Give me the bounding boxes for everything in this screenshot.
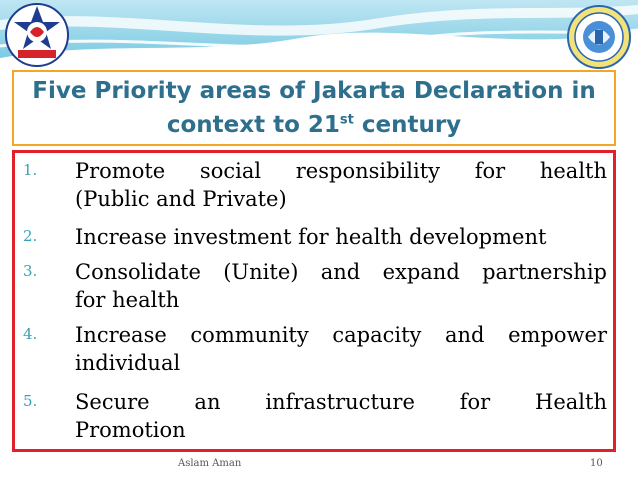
list-number: 4. xyxy=(23,325,38,343)
footer-author: Aslam Aman xyxy=(178,458,242,469)
priority-list-box xyxy=(12,150,616,452)
list-number: 2. xyxy=(23,227,38,245)
institution-seal-logo xyxy=(566,4,632,70)
list-item-line-1: Increase community capacity and empower xyxy=(75,323,607,347)
list-item-line-1: Consolidate (Unite) and expand partnership xyxy=(75,260,607,284)
title-line-2-prefix: context to 21 xyxy=(166,112,340,138)
header-wave-decoration xyxy=(0,0,638,72)
list-item-line-2: (Public and Private) xyxy=(75,187,287,211)
list-number: 1. xyxy=(23,161,38,179)
list-item-line-2: for health xyxy=(75,288,180,312)
slide-title-box xyxy=(12,70,616,146)
list-number: 3. xyxy=(23,262,38,280)
title-superscript: st xyxy=(339,112,354,128)
list-item-line-2: Promotion xyxy=(75,418,186,442)
list-item-line-1: Promote social responsibility for health xyxy=(75,159,607,183)
header-band xyxy=(0,0,638,72)
list-number: 5. xyxy=(23,392,38,410)
list-item-line-1: Increase investment for health development xyxy=(75,225,547,249)
nepal-emblem-logo xyxy=(4,2,70,68)
title-line-2-suffix: century xyxy=(353,112,462,138)
slide-title xyxy=(32,74,595,142)
title-line-1: Five Priority areas of Jakarta Declaration in xyxy=(32,78,596,104)
list-item-line-2: individual xyxy=(75,351,181,375)
list-item-line-1: Secure an infrastructure for Health xyxy=(75,390,607,414)
footer-page-number: 10 xyxy=(590,458,603,469)
